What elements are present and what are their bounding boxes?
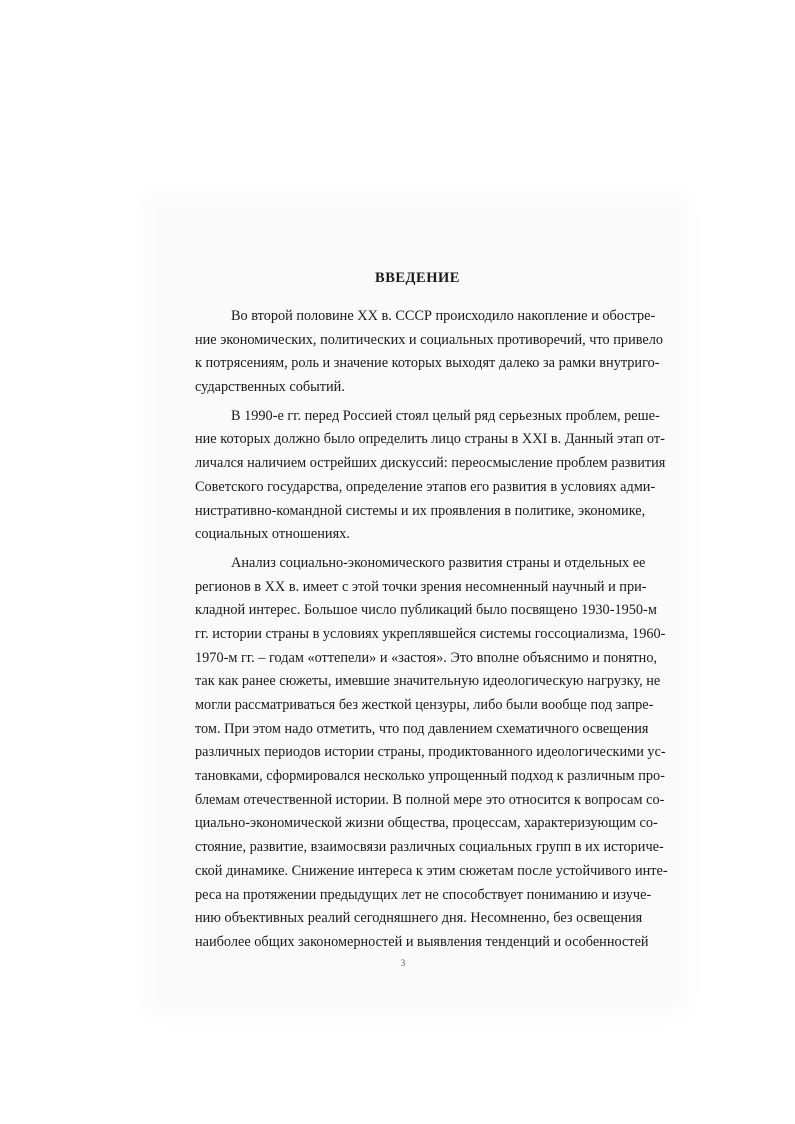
text-line: тановками, сформировался несколько упрощенный подход к различным про- bbox=[195, 768, 665, 785]
text-line: наиболее общих закономерностей и выявления тенденций и особенностей bbox=[195, 933, 649, 950]
text-line: Во второй половине XX в. СССР происходило накопление и обостре- bbox=[231, 308, 656, 324]
paragraph-2 bbox=[195, 405, 666, 547]
text-line: нистративно-командной системы и их проявления в политике, экономике, bbox=[195, 502, 646, 519]
text-line: ской динамике. Снижение интереса к этим сюжетам после устойчивого инте- bbox=[195, 862, 668, 879]
text-line: кладной интерес. Большое число публикаций было посвящено 1930-1950-м bbox=[195, 602, 657, 619]
text-line: так как ранее сюжеты, имевшие значительную идеологическую нагрузку, не bbox=[195, 673, 661, 690]
text-line: ние которых должно было определить лицо страны в XXI в. Данный этап от- bbox=[195, 431, 665, 448]
text-line: Советского государства, определение этапов его развития в условиях адми- bbox=[195, 478, 656, 495]
text-line: блемам отечественной истории. В полной мере это относится к вопросам со- bbox=[195, 791, 665, 808]
text-line: ние экономических, политических и социальных противоречий, что привело bbox=[195, 331, 664, 348]
text-line: различных периодов истории страны, продиктованного идеологическими ус- bbox=[195, 744, 666, 761]
text-line: социальных отношениях. bbox=[195, 526, 350, 543]
text-line: том. При этом надо отметить, что под давлением схематичного освещения bbox=[195, 720, 649, 737]
text-line: могли рассматриваться без жесткой цензуры, либо были вообще под запре- bbox=[195, 697, 654, 713]
paragraph-1 bbox=[195, 305, 664, 400]
text-line: к потрясениям, роль и значение которых выходят далеко за рамки внутриго- bbox=[195, 355, 660, 372]
page-title: ВВЕДЕНИЕ bbox=[375, 270, 460, 286]
text-line: гг. истории страны в условиях укреплявшейся системы госсоциализма, 1960- bbox=[195, 625, 666, 642]
text-line: реса на протяжении предыдущих лет не способствует пониманию и изуче- bbox=[195, 886, 652, 903]
text-line: В 1990-е гг. перед Россией стоял целый ряд серьезных проблем, реше- bbox=[231, 407, 660, 424]
document-page bbox=[195, 265, 668, 955]
page-number: 3 bbox=[400, 958, 406, 968]
text-line: Анализ социально-экономического развития страны и отдельных ее bbox=[231, 554, 646, 571]
text-line: стояние, развитие, взаимосвязи различных социальных групп в их историче- bbox=[195, 839, 664, 856]
text-line: сударственных событий. bbox=[195, 379, 345, 396]
paragraph-3 bbox=[195, 552, 668, 955]
text-line: 1970-м гг. – годам «оттепели» и «застоя». Это вполне объяснимо и понятно, bbox=[195, 649, 658, 666]
text-line: регионов в XX в. имеет с этой точки зрения несомненный научный и при- bbox=[195, 578, 647, 595]
text-line: циально-экономической жизни общества, процессам, характеризующим со- bbox=[195, 815, 658, 832]
text-line: нию объективных реалий сегодняшнего дня. Несомненно, без освещения bbox=[195, 910, 643, 927]
text-line: личался наличием острейших дискуссий: переосмысление проблем развития bbox=[195, 455, 666, 472]
